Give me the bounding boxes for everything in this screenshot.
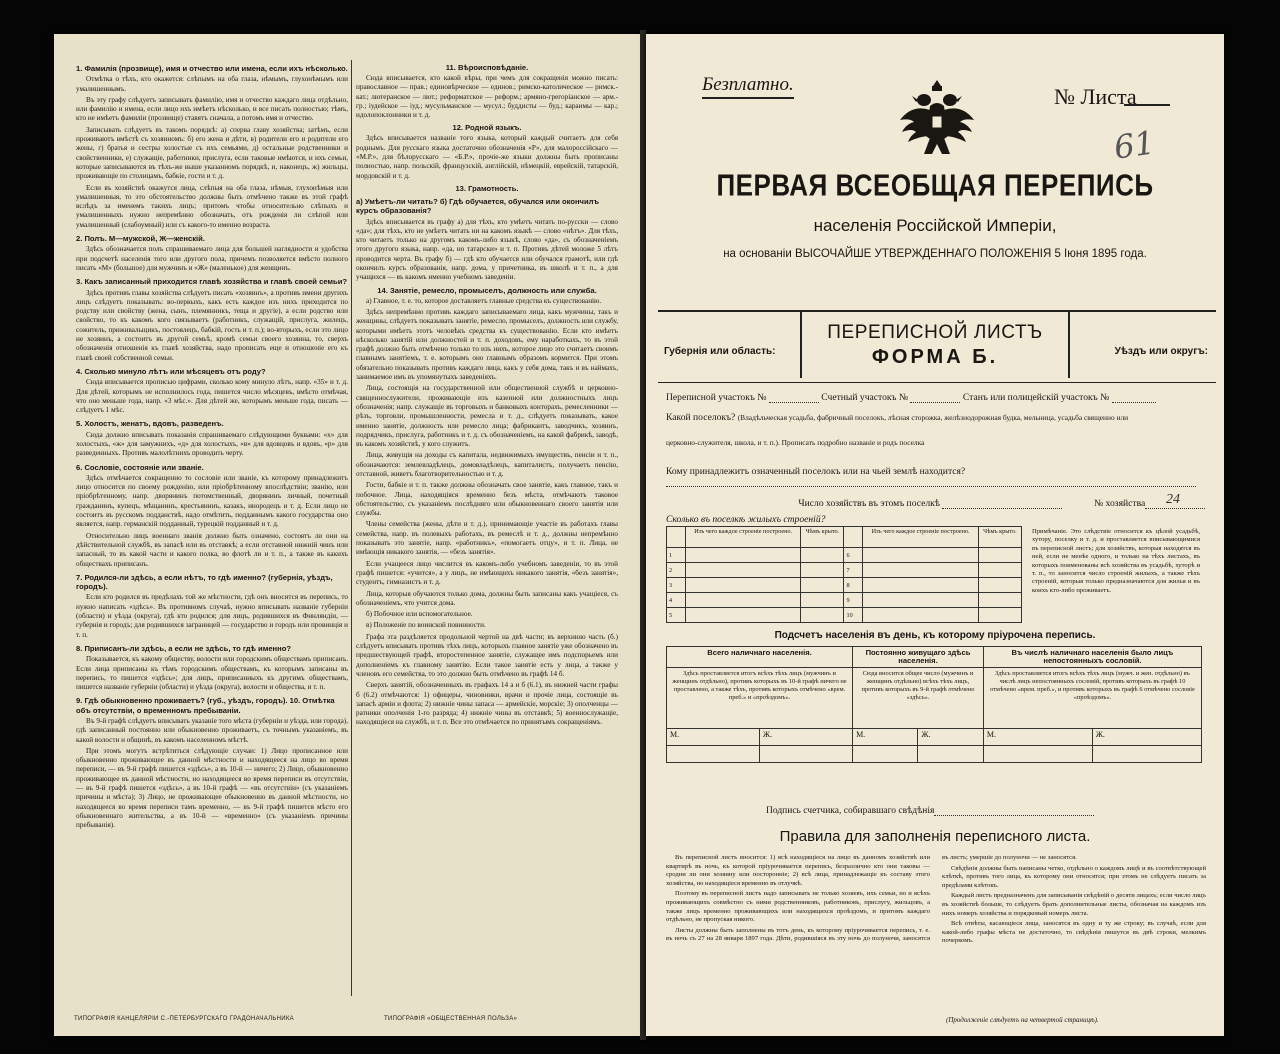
paragraph: Въ 9-й графѣ слѣдуетъ вписывать указаніе того мѣста (губерніи и уѣзда, или города), гдѣ записанный постоянно или обыкновенно проживаетъ, съ точнымъ указаніемъ, въ какой волости и общинѣ, въ какомъ населенномъ мѣстѣ. <box>76 717 348 744</box>
dwell-header-material-2: Изъ чего каждое строеніе построено. <box>863 527 978 548</box>
province-label: Губернія или область: <box>664 346 776 357</box>
form-header-row <box>658 310 1216 383</box>
paragraph: Сюда вписывается, кто какой вѣры, при чемъ для сокращенія можно писать: православное — прав.; единовѣрческое — единов.; римско-католическое — римск.-кат.; лютеранское — лют.; реформатское — реформ.; армяно-грегоріанское — арм.-гр.; іудейское — іуд.; мусульманское — мусул.; буддисты — буд.; караимы — кар.; идолопоклонники и т. д. <box>356 74 618 120</box>
uyezd-label: Уѣздъ или округъ: <box>1114 346 1208 357</box>
rule-paragraph: Всѣ отвѣты, касающіеся лица, заносятся въ одну и ту же строку; въ случаѣ, если для какой-либо графы мѣста не достаточно, то свѣдѣнія пишутся въ двѣ строки, мелкимъ почеркомъ. <box>942 920 1206 945</box>
settlement-note: (Владѣльческая усадьба, фабричный поселокъ, лѣсная сторожка, желѣзнодорожная будка, мельница, усадьба священно или <box>737 413 1129 422</box>
paragraph: Лица, живущія на доходы съ капитала, недвижимыхъ имуществъ, пенсіи и т. п., обозначаются: землевладѣлецъ, домовладѣлецъ, капиталистъ, получаетъ пенсію, отставной, живетъ благотворительностью и т. д. <box>356 451 618 478</box>
dwellings-label: Сколько въ поселкѣ жилыхъ строеній? <box>666 514 826 525</box>
households-count-label: Число хозяйствъ въ этомъ поселкѣ <box>798 498 941 509</box>
question-heading: 8. Приписанъ-ли здѣсь, а если не здѣсь, то гдѣ именно? <box>76 643 292 653</box>
paragraph: Сверхъ занятій, обозначенныхъ въ графахъ 14 а и б (6.1), въ нижней части графы б (6.2) отмѣчаются: 1) офицеры, чиновники, врачи и прочіе лица, состоящіе въ запасѣ арміи и флота; 2) нижніе чины запаса — армейскіе, морскіе; 3) ополченцы — ратники ополченія 1-го разряда; 4) нижніе чины въ отставкѣ; 5) военнослужащіе, находящіеся на службѣ, и т. п. Все это отмѣчается по принятымъ сокращеніямъ. <box>356 681 618 727</box>
form-title: ПЕРЕПИСНОЙ ЛИСТЪ <box>827 322 1043 343</box>
rule-paragraph: Въ переписной листъ вносится: 1) всѣ находящіеся на лицо въ данномъ хозяйствѣ или квартирѣ въ ночь, къ которой пріурочивается перепись, безразлично кто они таковы — сродни ли они хозяину или посторонніе; 2) всѣ лица, принадлежащіе къ составу этого хозяйства, но находящіеся временно въ отлучкѣ. <box>666 854 930 887</box>
census-district-label: Переписной участокъ № <box>666 392 767 403</box>
section-heading: 14. Занятіе, ремесло, промыселъ, должность или служба. <box>377 285 597 295</box>
female-cell: Ж. <box>759 729 852 746</box>
table-row: 2 7 <box>667 563 1022 578</box>
pop-header-permanent: Постоянно живущаго здѣсь населенія. <box>853 647 984 668</box>
paragraph: Если въ хозяйствѣ окажутся лица, слѣпыя на оба глаза, нѣмыя, глухонѣмыя или умалишенныя, то это обстоятельство должны быть отмѣчено также въ этой графѣ вслѣдъ за именемъ такихъ лицъ; притомъ чтобы относительно слѣпыхъ и умалишенныхъ нужно непремѣнно обозначать, отъ рожденія ли слѣпой или умалишенный (слабоумный) или съ какого-то именно возраста. <box>76 183 348 229</box>
column-divider <box>351 60 352 996</box>
paragraph: Лица, которыя обучаются только дома, должны быть записаны какъ учащіеся, съ обозначеніемъ, что учится дома. <box>356 589 618 607</box>
dwellings-table <box>666 526 1022 623</box>
paragraph: Если учащееся лицо числится въ какомъ-либо учебномъ заведеніи, то въ этой графѣ пишется: «учится», а у лицъ, не имѣющихъ никакого занятія, «безъ занятія», студентъ, гимназистъ и т. д. <box>356 559 618 587</box>
paragraph: Графа эта раздѣляется продольной чертой на двѣ части; въ верхнюю часть (б.) слѣдуетъ вписывать противъ тѣхъ лицъ, которыхъ главное занятіе уже обозначено въ предшествующей графѣ, второстепенное занятіе, служащее имъ подспорьемъ или дополненіемъ къ главному занятію. Если такое занятіе есть у лица, а также у членовъ его семейства, то это должно быть отмѣчено въ графѣ 14 б. <box>356 632 618 678</box>
settlement-label: Какой поселокъ? <box>666 412 736 423</box>
female-cell: Ж. <box>918 729 984 746</box>
settlement-note-2: церковно-служителя, школа, и т. п.). Прописать подробно названіе и родъ поселка <box>666 438 925 447</box>
pop-desc-nonpermanent: Здѣсь проставляется итогъ всѣхъ тѣхъ лицъ (мужч. и жен. отдѣльно) въ числѣ лицъ непостоянныхъ сословій, противъ которыхъ въ графѣ 10 отмѣчено «врем. преб.», и противъ которыхъ въ графѣ 6 отмѣчено сословіе «проѣздомъ». <box>983 668 1201 729</box>
paragraph: При этомъ могутъ встрѣтиться слѣдующіе случаи: 1) Лицо прописанное или обыкновенно проживающее въ данной мѣстности и находящееся на лицо во время переписи, — въ 9-й графѣ пишется «здѣсь», а въ 10-й — ничего; 2) Лицо, обыкновенно проживающее въ данной мѣстности, но находящееся во время переписи въ отсутствіи, — въ 9-й графѣ пишется «здѣсь», а въ 10-й графѣ — «въ отсутствіи» (съ указаніемъ причины и мѣста); 3) Лицо, не проживающее обыкновенно въ данной мѣстности, но находящееся во время переписи тамъ временно, — въ 9-й графѣ пишется мѣсто его обыкновеннаго жительства, а въ 10-й — «временно» (съ указаніемъ причины пребыванія). <box>76 746 348 830</box>
dwell-header-material-1: Изъ чего каждое строеніе построено. <box>686 527 801 548</box>
sheet-number-field <box>1124 92 1170 106</box>
paragraph: Здѣсь обозначается полъ спрашиваемаго лица для большей наглядности и удобства при подсчетѣ населенія того или другого пола, причемъ позволяется вмѣсто полного писать «М» (большое) для мужчинъ и «Ж» (маленькое) для женщинъ. <box>76 245 348 272</box>
imprint-right: ТИПОГРАФІЯ «ОБЩЕСТВЕННАЯ ПОЛЬЗА» <box>384 1016 518 1022</box>
left-column-2 <box>356 60 618 1002</box>
pop-header-present: Всего наличнаго населенія. <box>667 647 853 668</box>
question-heading: 6. Сословіе, состояніе или званіе. <box>76 462 204 472</box>
paragraph: Гости, бабкіе и т. п. также должны обозначать свое занятіе, какъ главное, такъ и побочное. Лица, находящіяся временно безъ мѣста, отмѣчаютъ таковое обстоятельство, съ указаніемъ послѣдняго или обыкновеннаго своего занятія или службы. <box>356 481 618 518</box>
rule-paragraph: Каждый листъ предназначенъ для записыванія свѣдѣній о десяти лицахъ; если число лицъ въ хозяйствѣ больше, то слѣдуетъ брать дополнительные листы, обозначая на каждомъ изъ нихъ номеръ хозяйства и порядковый номеръ листа. <box>942 892 1206 917</box>
subtitle: населенія Россійской Имперіи, <box>813 216 1057 235</box>
pop-desc-permanent: Сюда вносится общее число (мужчинъ и женщинъ отдѣльно) всѣхъ тѣхъ лицъ, противъ которыхъ въ 9-й графѣ отмѣчено «здѣсь». <box>853 668 984 729</box>
imprint-left: ТИПОГРАФІЯ КАНЦЕЛЯРІИ С.-ПЕТЕРБУРГСКАГО ГРАДОНАЧАЛЬНИКА <box>74 1016 294 1022</box>
main-title: ПЕРВАЯ ВСЕОБЩАЯ ПЕРЕПИСЬ <box>716 167 1154 203</box>
rule-paragraph: Листы должны быть заполнены въ тотъ день, къ которому пріурочивается перепись, т. е. въ ночь съ 27 на 28 января 1897 года. Дѣти, родившіяся въ эту ночь до полуночи, заносятся въ листъ; умершіе до полуночи — не заносятся. <box>666 854 1077 943</box>
paragraph: Если кто родился въ предѣлахъ той же мѣстности, гдѣ онъ вносится въ перепись, то нужно написать «здѣсь». Въ противномъ случаѣ, нужно вписывать названіе губерніи (области) и уѣзда (округа), гдѣ кто родился; для лицъ, родившихся въ Финляндіи, — губернія и городъ; для родившихся заграницей — государство и городъ или провинція и т. п. <box>76 593 348 639</box>
female-cell: Ж. <box>1092 729 1201 746</box>
household-number-label: № хозяйства <box>1094 498 1205 509</box>
section-heading: 11. Вѣроисповѣданіе. <box>445 63 529 72</box>
section-heading: 13. Грамотность. <box>455 183 519 193</box>
male-cell: М. <box>667 729 760 746</box>
paragraph: Здѣсь вписывается названіе того языка, который каждый считаетъ для себя роднымъ. Для русскаго языка достаточно обозначенія «Р», для малороссійскаго — «М.Р.», для бѣлорусскаго — «Б.Р.», прочіе-же языки должны быть прописаны полностью, напр. польскій, французскій, англійскій, нѣмецкій, еврейскій, татарскій, мордовскій и т. д. <box>356 134 618 180</box>
right-page <box>646 34 1224 1036</box>
dwellings-note: Примѣчаніе. Это слѣдствіе относится къ цѣлой усадьбѣ, хутору, поселку и т. д. и проставляется вписывающимися въ переписной листъ; для хозяйствъ, которыя находятся въ ней, если не менѣе одного, и только на тѣхъ листахъ, въ которыхъ поименованы всѣ хозяйства въ усадьбѣ, хуторѣ и т. п., то заносится число строеній жилыхъ, а также тѣхъ строеній, которыя только предназначаются для жилья и въ коихъ кто-либо проживаетъ. <box>1032 528 1200 594</box>
question-heading: 5. Холостъ, женатъ, вдовъ, разведенъ. <box>76 419 224 429</box>
population-count-title: Подсчетъ населенія въ день, къ которому пріурочена перепись. <box>774 630 1096 641</box>
male-cell: М. <box>983 729 1092 746</box>
land-owner-label: Кому принадлежитъ означенный поселокъ или на чьей землѣ находится? <box>666 466 966 477</box>
population-table <box>666 646 1202 763</box>
district-line <box>666 392 1156 403</box>
counting-district-label: Счетный участокъ № <box>821 392 909 403</box>
rules-text <box>666 854 1206 946</box>
enumerator-signature: Подпись счетчика, собиравшаго свѣдѣнія <box>766 806 1094 816</box>
paragraph: Здѣсь вписывается въ графу а) для тѣхъ, кто умѣетъ читать по-русски — слово «да»; для тѣхъ, кто не умѣетъ читать ни на какомъ языкѣ — слово «нѣтъ». Для тѣхъ, кто читаетъ только на другомъ какомъ-либо языкѣ, слово «да», съ обозначеніемъ этого другого языка, напр. «да, но татарски» и т. п. Противъ дѣтей моложе 5 лѣтъ проводится черта. Въ графу б) — гдѣ кто обучается или обучался грамотѣ, или гдѣ окончилъ курсъ образованія, напр. дома, у причетника, въ школѣ и т. п., а для учащихся — въ какомъ именно учебномъ заведеніи. <box>356 217 618 282</box>
question-heading: 9. Гдѣ обыкновенно проживаетъ? (губ., уѣздъ, городъ). 10. Отмѣтка объ отсутствіи, о временномъ пребываніи. <box>76 696 335 715</box>
paragraph: Отмѣтка о тѣхъ, кто окажется: слѣпымъ на оба глаза, нѣмымъ, глухонѣмымъ или умалишеннымъ. <box>76 75 348 93</box>
paragraph: Показывается, къ какому обществу, волости или городскимъ обществамъ приписанъ. Если лица приписаны къ тѣмъ городскимъ обществамъ, къ которымъ записаны въ перепись, то пишется «здѣсь»; для лицъ, приписанныхъ къ другимъ обществамъ, пишется названіе губерніи (области) и уѣзда (округа), волости и общества, и т. п. <box>76 655 348 692</box>
paragraph: Здѣсь противъ главы хозяйства слѣдуетъ писать «хозяинъ», а противъ имени другихъ лицъ слѣдуетъ показывать: во-первыхъ, какъ есть каждое изъ нихъ приходится по родству или свойству (жена, сынъ, племянникъ, теща и другіе), а если родство или свойство, то къ какомъ кого связываетъ (работникъ, служащій, прислуга, жилецъ, сожитель, приживальщикъ, постоялецъ, бабкій, гость и т. п.); во-вторыхъ, если это лицо не хозяинъ, а состоитъ въ другой семьѣ, кромѣ семьи своего хозяина, то, сверхъ обозначенія отношенія къ главѣ хозяйства, надо прописать еще и отношеніе его къ главѣ своей собственной семьи. <box>76 288 348 362</box>
households-line <box>666 498 1062 509</box>
rule-paragraph: Свѣдѣнія должны быть написаны четко, отдѣльно о каждомъ лицѣ и въ соотвѣтствующей клѣткѣ, противъ того лица, къ которому они относятся; при этомъ не слѣдуетъ писать за предѣлами клѣтокъ. <box>942 864 1206 889</box>
question-heading: 1. Фамилія (прозвище), имя и отчество или имена, если ихъ нѣсколько. <box>76 64 348 73</box>
settlement-line <box>666 412 1128 423</box>
paragraph: а) Главное, т. е. то, которое доставляетъ главные средства къ существованію. <box>366 296 602 305</box>
continued-note: (Продолженіе слѣдуетъ на четвертой страницѣ). <box>946 1016 1099 1024</box>
paragraph: Здѣсь непремѣнно противъ каждаго записываемаго лица, какъ мужчины, такъ и женщины, слѣдуетъ показывать занятіе, ремесло, промыселъ, должность или службу, которыми имѣетъ этотъ человѣкъ средства къ существованію. Если кто имѣетъ нѣсколько занятій или должностей и т. п. доходовъ, ему наработкахъ, то въ этой графѣ должно быть отмѣчено только то изъ нихъ, которое лицо это считаетъ своимъ главнымъ занятіемъ, т. е. которымъ оно главнымъ образомъ кормится. При этомъ обязательно показывать противъ каждаго лица, какъ у себя дома, такъ и въ наймахъ, занимаемое имъ въ упомянутыхъ заведеніяхъ. <box>356 307 618 382</box>
land-owner-field <box>666 478 1196 487</box>
table-row: 4 9 <box>667 593 1022 608</box>
question-heading: а) Умѣетъ-ли читать? б) Гдѣ обучается, обучался или окончилъ курсъ образованія? <box>356 196 599 216</box>
paragraph: в) Положеніе по воинской повинности. <box>366 621 486 630</box>
table-row: 5 10 <box>667 608 1022 623</box>
question-heading: 4. Сколько минуло лѣтъ или мѣсяцевъ отъ роду? <box>76 366 266 376</box>
table-row: 3 8 <box>667 578 1022 593</box>
paragraph: Лица, состоящія на государственной или общественной службѣ и церковно-священнослужители, проживающіе изъ казенной или должностныхъ лицъ обозначенія; напр. служащіе въ торговыхъ и банковыхъ конторахъ, ремесленники — рѣзъ, торговли, промышленности, ремесла и т. д., слѣдуетъ показывать, какое именно занятіе, должность или ремесло лица; фабрикантъ, заводчикъ, хозяинъ, подрядчикъ, прислуга, работникъ и т. д. съ обозначеніемъ, на какой фабрикѣ, заводѣ, въ какомъ хозяйствѣ, у кого служитъ. <box>356 384 618 449</box>
left-page <box>54 34 640 1036</box>
left-column-1 <box>76 60 348 1002</box>
rule-paragraph: Поэтому въ переписной листъ надо записывать не только хозяевъ, ихъ семьи, но и всѣхъ проживающихъ совмѣстно съ ними родственниковъ, работниковъ, прислугу, жильцовъ, а также лицъ временно проживающихъ или находящихся проѣздомъ, и притомъ каждаго отдѣльно, не пропуская никого. <box>666 890 930 924</box>
dwell-header-roof-2: Чѣмъ крыто. <box>978 527 1021 548</box>
section-heading: 12. Родной языкъ. <box>452 123 522 133</box>
question-heading: 2. Полъ. М—мужской, Ж—женскій. <box>76 234 205 244</box>
pop-header-nonpermanent: Въ числѣ наличнаго населенія было лицъ непостоянныхъ сословій. <box>983 647 1201 668</box>
paragraph: Въ эту графу слѣдуетъ записывать фамилію, имя и отчество каждаго лица отдѣльно, или фамилію и имена, если лицо ихъ имѣетъ нѣсколько, и все писать полностью; тѣмъ, кто не имѣетъ фамиліи (прозвище) ставятъ сначала, а потомъ имя и отчество. <box>76 95 348 123</box>
paragraph: б) Побочное или вспомогательное. <box>366 610 473 619</box>
form-box <box>800 312 1070 378</box>
handwritten-number: 61 <box>1111 123 1158 167</box>
question-heading: 3. Какъ записанный приходится главѣ хозяйства и главѣ своей семьи? <box>76 277 348 287</box>
form-subtitle: ФОРМА Б. <box>871 346 999 368</box>
paragraph: Относительно лицъ военнаго званія должно быть означено, состоятъ ли они на дѣйствительной службѣ, въ запасѣ или въ отставкѣ; а если отставной нижній чинъ или запасный, то въ какой части и какого полка, во флотѣ ли и т. п., а также въ какихъ обществахъ приписанъ. <box>76 531 348 568</box>
paragraph: Записывать слѣдуетъ въ такомъ порядкѣ: а) сперва главу хозяйства; затѣмъ, если проживаютъ вмѣстѣ съ хозяиномъ: б) его жена и дѣти, в) родители его и родители его жены, г) братья и сестры холостые съ ихъ семьями, д) остальные родственники и свойственники, е) служащіе, работники, прислуга, если таковые имѣются, и ихъ семьи, которые записываются въ тѣхъ-же выше указанномъ порядкѣ, и, наконецъ, ж) жильцы, проживающіе по столицамъ, бабкіе, гости и т. д. <box>76 125 348 181</box>
double-headed-eagle-icon <box>896 76 978 162</box>
police-district-label: Станъ или полицейскій участокъ № <box>962 392 1110 403</box>
sheet-number-label: № Листа <box>1054 84 1137 109</box>
table-row: 1 6 <box>667 548 1022 563</box>
question-heading: 7. Родился-ли здѣсь, а если нѣтъ, то гдѣ именно? (губернія, уѣздъ, городъ). <box>76 572 333 592</box>
decree-line: на основаніи ВЫСОЧАЙШЕ УТВЕРЖДЕННАГО ПОЛОЖЕНІЯ 5 Іюня 1895 года. <box>723 248 1147 260</box>
dwell-header-roof-1: Чѣмъ крыто. <box>801 527 844 548</box>
paragraph: Сюда должно вписывать показанія спрашиваемаго слѣдующими буквами: «х» для холостыхъ, «ж» для замужнихъ, «д» для холостыхъ, «в» для вдовцовъ и вдовъ, «р» для разведенныхъ. Противъ малолѣтнихъ проводить черту. <box>76 430 348 458</box>
pop-desc-present: Здѣсь проставляется итогъ всѣхъ тѣхъ лицъ (мужчинъ и женщинъ отдѣльно), противъ которыхъ въ 10-й графѣ ничего не проставлено, а также тѣхъ, противъ которыхъ отмѣчено «врем. преб.» и «проѣздомъ». <box>667 668 853 729</box>
household-number-value: 24 <box>1166 492 1180 507</box>
paragraph: Сюда вписывается прописью цифрами, сколько кому минуло лѣтъ, напр. «35» и т. д. Для дѣтей, которымъ не исполнилось года, пишется число мѣсяцевъ, вмѣсто отмѣчая, что оно меньше года, напр. «3 мѣс.». Для дѣтей же, которымъ меньше года, писать — слѣдуетъ 1 мѣс. <box>76 378 348 415</box>
free-label: Безплатно. <box>702 74 794 99</box>
paragraph: Здѣсь отмѣчается сокращенно то сословіе или званіе, къ которому принадлежитъ лицо относится по своему рожденію, или пріобрѣтенному впослѣдствіи; званію, или пріобрѣтенному, напр. дворянинъ потомственный, дворянинъ личный, почетный гражданинъ, купецъ, мѣщанинъ, крестьянинъ, казакъ, инородецъ и т. д. Если лицо не состоитъ въ русскомъ подданствѣ, надо отмѣтить, подданнымъ какого государства оно является, напр. германскій подданный, турецкій подданный и т. д. <box>76 473 348 529</box>
paragraph: Члены семейства (жены, дѣти и т. д.), принимающіе участіе въ работахъ главы семейства, напр. въ полевыхъ работахъ, въ ремеслѣ и т. д., должны непремѣнно показывать это занятіе, напр. «работникъ», «помогаетъ отцу», и т. п. Лица, не имѣющія никакого занятія, — «безъ занятія». <box>356 520 618 557</box>
male-cell: М. <box>853 729 918 746</box>
rules-title: Правила для заполненія переписного листа. <box>779 828 1091 845</box>
